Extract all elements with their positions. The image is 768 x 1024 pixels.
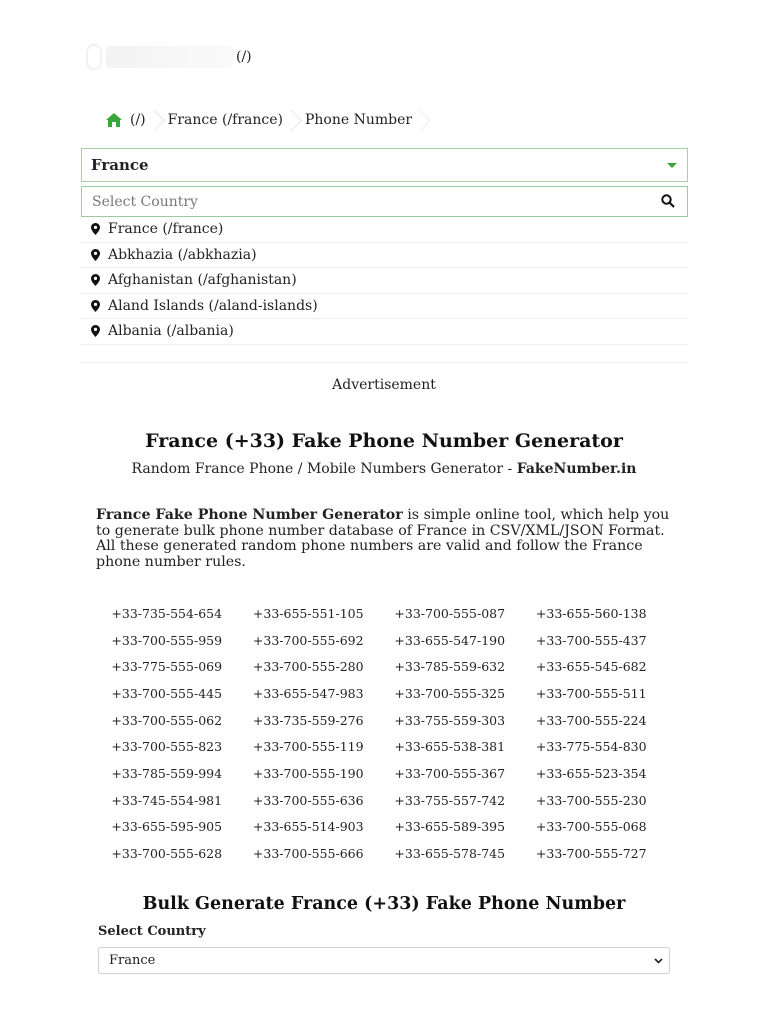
intro-text: is simple online tool, which help you to generate bulk phone number database of France in CSV/XML/JSON Format. All these generated random phone numbers are valid and follow the France phone number rules. xyxy=(96,507,670,570)
country-select[interactable] xyxy=(81,148,688,182)
bulk-select-label: Select Country xyxy=(98,924,206,939)
bulk-select-value: France xyxy=(109,953,156,968)
phone-number: +33-655-589-395 xyxy=(394,819,506,835)
phone-number: +33-700-555-367 xyxy=(394,765,506,781)
phone-number: +33-700-555-119 xyxy=(252,739,364,755)
phone-number: +33-700-555-511 xyxy=(535,685,647,701)
chevron-down-icon xyxy=(654,956,663,965)
country-list xyxy=(81,217,688,345)
phone-number: +33-775-555-069 xyxy=(111,659,223,675)
intro-paragraph xyxy=(96,508,676,570)
page-title: France (+33) Fake Phone Number Generator xyxy=(145,430,623,452)
breadcrumb-france[interactable]: France (/france) xyxy=(158,112,295,128)
phone-number: +33-655-514-903 xyxy=(252,819,364,835)
phone-number: +33-700-555-959 xyxy=(111,632,223,648)
country-option-label: Afghanistan (/afghanistan) xyxy=(108,272,297,289)
map-pin-icon xyxy=(91,325,100,337)
country-option[interactable] xyxy=(81,294,688,320)
logo-link-text[interactable]: (/) xyxy=(236,49,252,65)
phone-number: +33-735-554-654 xyxy=(111,605,223,621)
intro-bold: France Fake Phone Number Generator xyxy=(96,507,403,523)
country-option-label: France (/france) xyxy=(108,221,224,238)
breadcrumb xyxy=(96,109,424,131)
bulk-country-select[interactable] xyxy=(98,947,670,974)
phone-number: +33-700-555-628 xyxy=(111,846,223,862)
country-option-label: Abkhazia (/abkhazia) xyxy=(108,246,257,263)
search-icon[interactable] xyxy=(661,194,675,208)
phone-number: +33-700-555-692 xyxy=(252,632,364,648)
bulk-title: Bulk Generate France (+33) Fake Phone Number xyxy=(142,894,626,914)
phone-number: +33-700-555-068 xyxy=(535,819,647,835)
phone-number: +33-775-554-830 xyxy=(535,739,647,755)
country-option[interactable] xyxy=(81,217,688,243)
subtitle-brand: FakeNumber.in xyxy=(516,461,637,477)
logo-image xyxy=(86,44,234,70)
phone-number: +33-655-547-983 xyxy=(252,685,364,701)
phone-number: +33-655-547-190 xyxy=(394,632,506,648)
caret-down-icon xyxy=(667,163,677,168)
country-option[interactable] xyxy=(81,319,688,345)
phone-number: +33-700-555-437 xyxy=(535,632,647,648)
phone-number: +33-785-559-632 xyxy=(394,659,506,675)
country-option-label: Albania (/albania) xyxy=(108,323,234,340)
phone-number: +33-700-555-636 xyxy=(252,792,364,808)
map-pin-icon xyxy=(91,223,100,235)
phone-number: +33-655-551-105 xyxy=(252,605,364,621)
advertisement-label: Advertisement xyxy=(332,377,436,393)
country-search-input[interactable] xyxy=(82,188,642,216)
phone-number: +33-700-555-062 xyxy=(111,712,223,728)
subtitle-text: Random France Phone / Mobile Numbers Generator - xyxy=(131,461,517,477)
map-pin-icon xyxy=(91,274,100,286)
breadcrumb-home[interactable] xyxy=(96,112,158,128)
phone-number: +33-700-555-280 xyxy=(252,659,364,675)
phone-number: +33-735-559-276 xyxy=(252,712,364,728)
phone-number: +33-700-555-325 xyxy=(394,685,506,701)
breadcrumb-home-label: (/) xyxy=(130,112,146,128)
phone-number: +33-700-555-224 xyxy=(535,712,647,728)
phone-number: +33-655-560-138 xyxy=(535,605,647,621)
phone-number-grid xyxy=(96,600,662,867)
logo-wordmark xyxy=(106,46,234,68)
phone-number: +33-655-538-381 xyxy=(394,739,506,755)
map-pin-icon xyxy=(91,300,100,312)
country-option[interactable] xyxy=(81,268,688,294)
country-option-label: Aland Islands (/aland-islands) xyxy=(108,297,318,314)
phone-number: +33-700-555-727 xyxy=(535,846,647,862)
country-search xyxy=(81,186,688,217)
phone-number: +33-655-523-354 xyxy=(535,765,647,781)
logo-mark xyxy=(86,44,102,70)
breadcrumb-current: Phone Number xyxy=(295,112,424,128)
phone-number: +33-655-545-682 xyxy=(535,659,647,675)
phone-number: +33-655-578-745 xyxy=(394,846,506,862)
map-pin-icon xyxy=(91,249,100,261)
phone-number: +33-700-555-823 xyxy=(111,739,223,755)
phone-number: +33-755-557-742 xyxy=(394,792,506,808)
phone-number: +33-700-555-666 xyxy=(252,846,364,862)
phone-number: +33-700-555-087 xyxy=(394,605,506,621)
phone-number: +33-755-559-303 xyxy=(394,712,506,728)
country-option[interactable] xyxy=(81,243,688,269)
phone-number: +33-745-554-981 xyxy=(111,792,223,808)
site-logo[interactable] xyxy=(86,44,252,70)
phone-number: +33-655-595-905 xyxy=(111,819,223,835)
page-subtitle xyxy=(0,461,768,477)
home-icon xyxy=(106,113,122,127)
phone-number: +33-785-559-994 xyxy=(111,765,223,781)
phone-number: +33-700-555-230 xyxy=(535,792,647,808)
phone-number: +33-700-555-190 xyxy=(252,765,364,781)
country-select-value: France xyxy=(91,156,149,174)
divider xyxy=(81,362,688,363)
phone-number: +33-700-555-445 xyxy=(111,685,223,701)
